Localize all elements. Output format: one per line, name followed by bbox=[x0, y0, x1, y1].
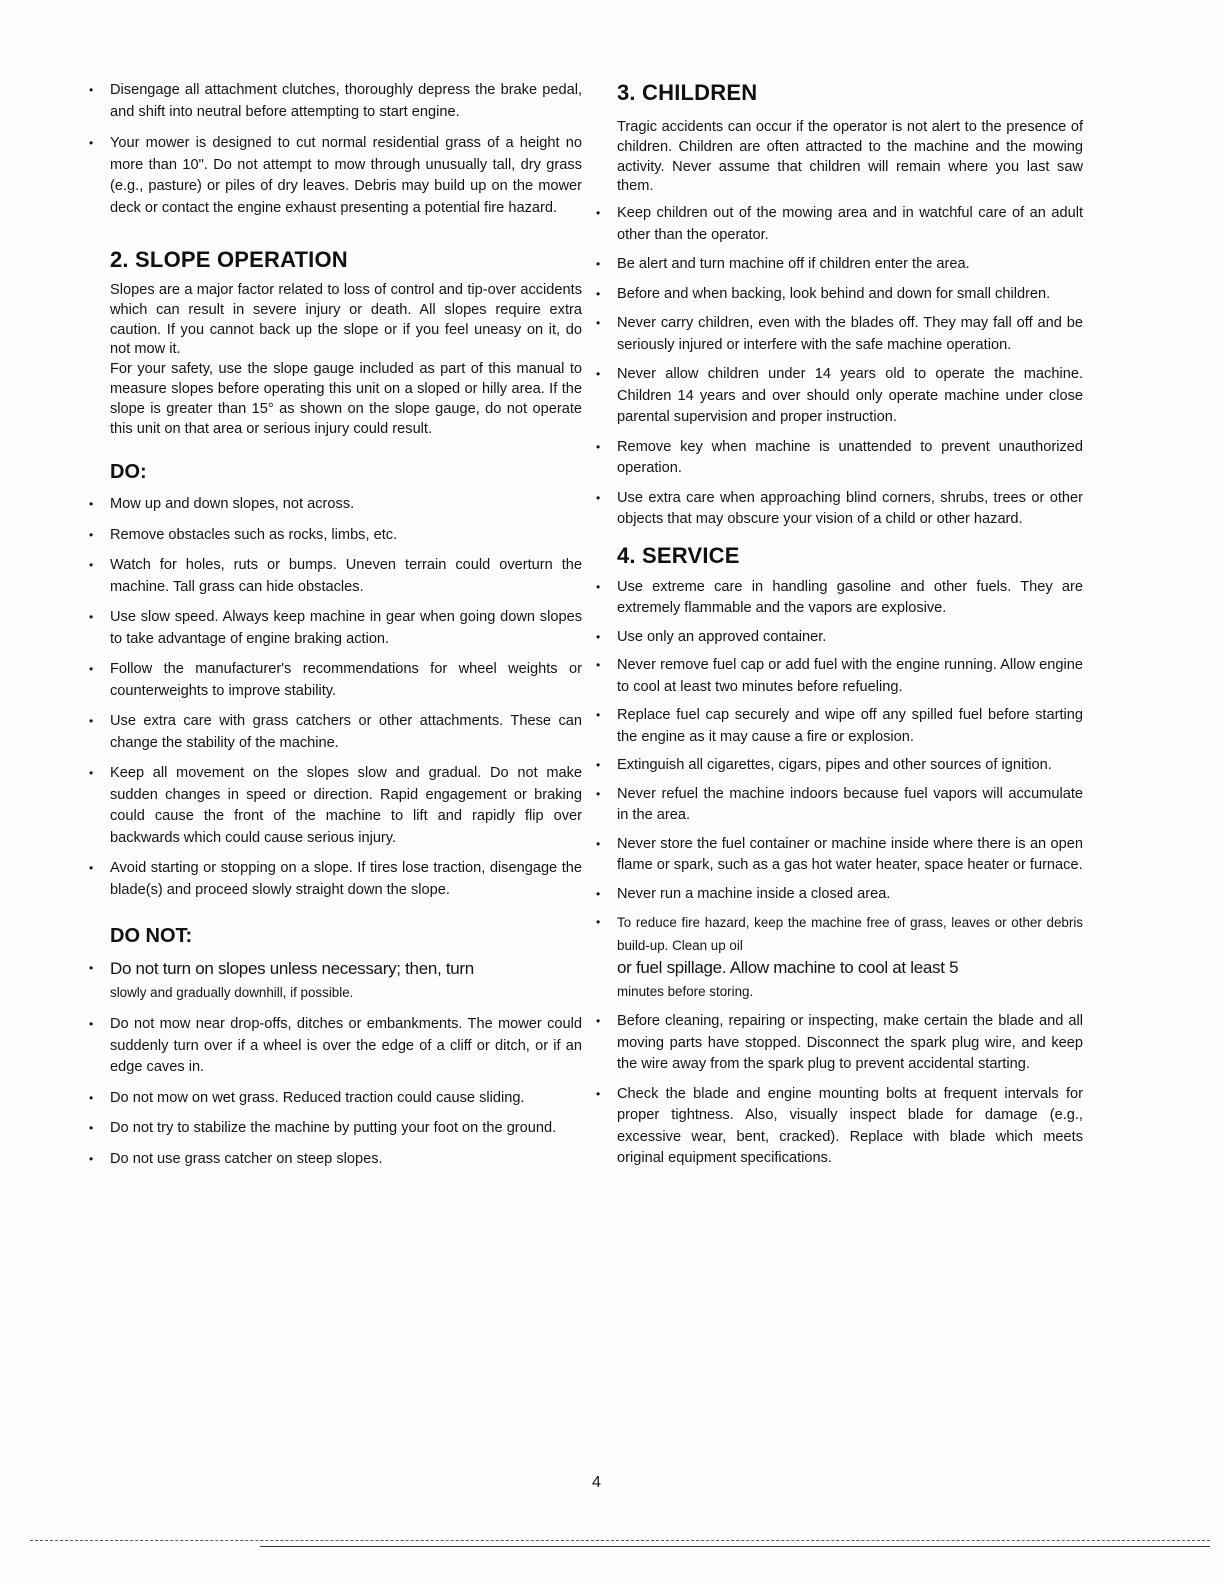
page-number: 4 bbox=[592, 1474, 601, 1491]
list-item: • Never carry children, even with the blades off. They may fall off and be seriously injured or interfere with the safe machine operation. bbox=[596, 315, 1083, 353]
do-heading: DO: bbox=[110, 461, 147, 484]
list-item: • Remove key when machine is unattended to prevent unauthorized operation. bbox=[596, 438, 1083, 477]
bullet-icon: • bbox=[596, 836, 601, 851]
list-item: • Never remove fuel cap or add fuel with the engine running. Allow engine to cool at least two minutes before refueling. bbox=[596, 657, 1083, 695]
bullet-icon: • bbox=[596, 257, 601, 272]
list-item: • Replace fuel cap securely and wipe off any spilled fuel before starting the engine as it may cause a fire or explosion. bbox=[596, 707, 1083, 745]
bullet-icon: • bbox=[596, 579, 601, 594]
list-item: • Never store the fuel container or machine inside where there is an open flame or spark, such as a gas hot water heater, space heater or furnace. bbox=[596, 835, 1083, 874]
do-not-heading: DO NOT: bbox=[110, 925, 193, 948]
scan-edge-line bbox=[260, 1546, 1210, 1547]
bullet-icon: • bbox=[596, 786, 601, 801]
list-item: • Mow up and down slopes, not across. bbox=[110, 494, 582, 516]
bullet-icon: • bbox=[596, 658, 601, 673]
do-list bbox=[89, 494, 582, 901]
list-item: • Never run a machine inside a closed area. bbox=[617, 884, 1083, 906]
list-item: • Use extra care with grass catchers or other attachments. These can change the stability of the machine. bbox=[89, 713, 582, 751]
bullet-icon: • bbox=[596, 915, 601, 930]
bullet-icon: • bbox=[596, 629, 601, 644]
service-list bbox=[596, 577, 1083, 1170]
bullet-icon: • bbox=[89, 1017, 94, 1032]
bullet-icon: • bbox=[89, 961, 94, 976]
bullet-icon: • bbox=[89, 1090, 94, 1105]
slope-paragraph: Slopes are a major factor related to loss of control and tip-over accidents which can result in severe injury or death. All slopes require extra caution. If you cannot back up the slope or if you feel uneasy on it, do not mow it. bbox=[110, 282, 582, 358]
list-item: • Avoid starting or stopping on a slope. If tires lose traction, disengage the blade(s) and proceed slowly straight down the slope. bbox=[89, 860, 582, 898]
bullet-icon: • bbox=[89, 766, 94, 781]
bullet-icon: • bbox=[596, 490, 601, 505]
bullet-icon: • bbox=[89, 1121, 94, 1136]
children-paragraph: Tragic accidents can occur if the operator is not alert to the presence of children. Children are often attracted to the machine and the mowing activity. Never assume that children will remain where you last saw them. bbox=[617, 119, 1083, 195]
bullet-icon: • bbox=[89, 714, 94, 729]
bullet-icon: • bbox=[596, 708, 601, 723]
service-heading: 4. SERVICE bbox=[617, 542, 740, 568]
bullet-icon: • bbox=[89, 527, 94, 542]
bullet-icon: • bbox=[596, 286, 601, 301]
scan-edge-divider bbox=[30, 1540, 1210, 1541]
bullet-icon: • bbox=[596, 1086, 601, 1101]
bullet-icon: • bbox=[89, 610, 94, 625]
list-item: • Disengage all attachment clutches, thoroughly depress the brake pedal, and shift into neutral before attempting to start engine. bbox=[89, 82, 582, 120]
list-item: • Keep all movement on the slopes slow and gradual. Do not make sudden changes in speed or direction. Rapid engagement or braking could cause the front of the machine to lift and rapidly flip over backwards which could cause serious injury. bbox=[89, 765, 582, 846]
slope-operation-heading: 2. SLOPE OPERATION bbox=[110, 247, 348, 272]
bullet-icon: • bbox=[596, 439, 601, 454]
list-item: • Before and when backing, look behind and down for small children. bbox=[617, 284, 1083, 306]
list-item: • Never allow children under 14 years old to operate the machine. Children 14 years and over should only operate machine under close parental supervision and proper instruction. bbox=[596, 366, 1083, 426]
left-column bbox=[89, 80, 582, 1170]
list-item: • Before cleaning, repairing or inspecting, make certain the blade and all moving parts have stopped. Disconnect the spark plug wire, and keep the wire away from the spark plug to prevent accidental starting. bbox=[596, 1013, 1083, 1073]
list-item: • To reduce fire hazard, keep the machine free of grass, leaves or other debris build-up. Clean up oil or fuel spillage. Allow machine to cool at least 5 minutes before storing. bbox=[617, 912, 1083, 1003]
slope-gauge-paragraph: For your safety, use the slope gauge included as part of this manual to measure slopes before operating this unit on a sloped or hilly area. If the slope is greater than 15° as shown on the slope gauge, do not operate this unit on that area or serious injury could result. bbox=[110, 361, 582, 437]
list-item: • Be alert and turn machine off if children enter the area. bbox=[617, 254, 1083, 276]
bullet-icon: • bbox=[89, 558, 94, 573]
bullet-icon: • bbox=[596, 886, 601, 901]
bullet-icon: • bbox=[596, 367, 601, 382]
children-heading: 3. CHILDREN bbox=[617, 80, 758, 105]
list-item: • Extinguish all cigarettes, cigars, pipes and other sources of ignition. bbox=[617, 755, 1083, 777]
list-item: • Do not mow on wet grass. Reduced traction could cause sliding. bbox=[110, 1088, 582, 1110]
bullet-icon: • bbox=[596, 758, 601, 773]
right-column bbox=[596, 80, 1083, 1170]
bullet-icon: • bbox=[89, 662, 94, 677]
list-item: • Use extra care when approaching blind corners, shrubs, trees or other objects that may obscure your vision of a child or other hazard. bbox=[596, 489, 1083, 528]
bullet-icon: • bbox=[89, 1151, 94, 1166]
bullet-icon: • bbox=[89, 861, 94, 876]
list-item: • Follow the manufacturer's recommendations for wheel weights or counterweights to improve stability. bbox=[89, 661, 582, 699]
list-item: • Use extreme care in handling gasoline and other fuels. They are extremely flammable and the vapors are explosive. bbox=[596, 578, 1083, 617]
list-item: • Do not turn on slopes unless necessary; then, turn slowly and gradually downhill, if possible. bbox=[89, 959, 474, 1000]
list-item: • Use slow speed. Always keep machine in gear when going down slopes to take advantage of engine braking action. bbox=[89, 609, 582, 647]
bullet-icon: • bbox=[89, 83, 94, 97]
list-item: • Remove obstacles such as rocks, limbs, etc. bbox=[110, 525, 582, 547]
bullet-icon: • bbox=[89, 497, 94, 512]
intro-list bbox=[89, 80, 582, 219]
list-item: • Watch for holes, ruts or bumps. Uneven terrain could overturn the machine. Tall grass can hide obstacles. bbox=[89, 557, 582, 595]
list-item: • Do not mow near drop-offs, ditches or embankments. The mower could suddenly turn over if a wheel is over the edge of a cliff or ditch, or if an edge caves in. bbox=[89, 1016, 582, 1076]
list-item: • Do not try to stabilize the machine by putting your foot on the ground. bbox=[110, 1118, 582, 1140]
list-item: • Your mower is designed to cut normal residential grass of a height no more than 10". Do not attempt to mow through unusually tall, dry grass (e.g., pasture) or piles of dry leaves. Debris may build up on the mower deck or contact the engine exhaust presenting a potential fire hazard. bbox=[89, 135, 582, 216]
bullet-icon: • bbox=[596, 1014, 601, 1029]
list-item: • Use only an approved container. bbox=[617, 627, 1083, 649]
list-item: • Keep children out of the mowing area and in watchful care of an adult other than the operator. bbox=[596, 205, 1083, 243]
bullet-icon: • bbox=[89, 136, 94, 150]
list-item: • Check the blade and engine mounting bolts at frequent intervals for proper tightness. Also, visually inspect blade for damage (e.g., excessive wear, bent, cracked). Replace with blade which meets original equipment specifications. bbox=[596, 1085, 1083, 1167]
do-not-list bbox=[89, 958, 582, 1170]
bullet-icon: • bbox=[596, 206, 601, 221]
children-list bbox=[596, 203, 1083, 531]
bullet-icon: • bbox=[596, 316, 601, 331]
list-item: • Never refuel the machine indoors because fuel vapors will accumulate in the area. bbox=[596, 785, 1083, 824]
list-item: • Do not use grass catcher on steep slopes. bbox=[110, 1149, 582, 1171]
